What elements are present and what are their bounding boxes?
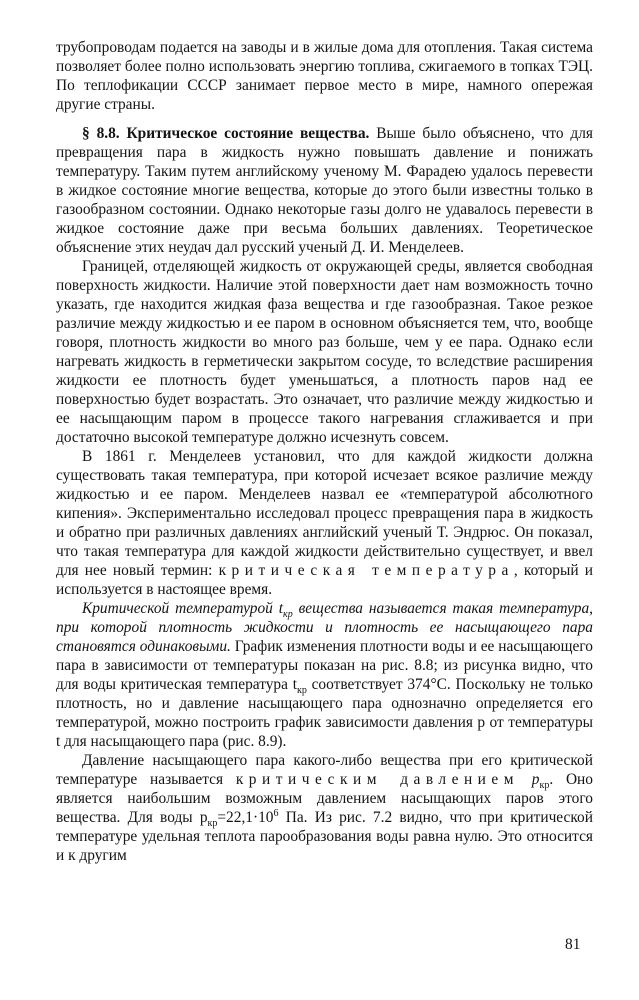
symbol-p: p	[519, 771, 540, 788]
paragraph-3: Границей, отделяющей жидкость от окружающей среды, является свободная поверхность жидкости. Наличие этой поверхности дает нам возможность точно указать, где находится жидкая фаза вещества и где газообразная. Такое резкое различие между жидкостью и ее паром в основном объясняется тем, что, вообще говоря, плотность жидкости во много раз больше, чем у ее пара. Однако если нагревать жидкость в герметически закрытом сосуде, то вследствие расширения жидкости ее плотность будет уменьшаться, а плотность паров над ее поверхностью будет возрастать. Это означает, что различие между жидкостью и ее насыщающим паром в процессе такого нагревания сглаживается и при достаточно высокой температуре должно исчезнуть совсем.	[56, 258, 593, 446]
paragraph-6-text-d: Па. Из рис. 7.2 видно, что при критической температуре удельная теплота парообразования воды равна нулю. Это относится и к другим	[56, 809, 593, 864]
page-body	[56, 38, 593, 865]
paragraph-4-tail: , который и используется в настоящее время.	[56, 562, 593, 598]
definition-italic-b: вещества называется такая температура, при которой плотность жидкости и плотность ее насыщающего пара становятся одинаковыми.	[56, 600, 593, 655]
paragraph-4-text: В 1861 г. Менделеев установил, что для каждой жидкости должна существовать такая температура, при которой исчезает всякое различие между жидкостью и ее паром. Менделеев назвал ее «температурой абсолютного кипения». Экспериментально исследовал процесс превращения пара в жидкость и обратно при различных давлениях английский ученый Т. Эндрюс. Он показал, что такая температура для каждой жидкости действительно существует, и ввел для нее новый термин:	[56, 448, 593, 579]
paragraph-6-text-b: . Оно является наибольшим возможным давлением насыщающих паров этого вещества. Для воды p	[56, 771, 593, 826]
term-critical-pressure: критическим давлением	[235, 771, 519, 788]
paragraph-1: трубопроводам подается на заводы и в жилые дома для отопления. Такая система позволяет более полно использовать энергию топлива, сжигаемого в топках ТЭЦ. По теплофикации СССР занимает первое место в мире, намного опережая другие страны.	[56, 39, 593, 113]
subscript-kr-1: кр	[539, 780, 550, 792]
page-number: 81	[565, 936, 581, 953]
paragraph-5-subscript: кр	[297, 685, 307, 697]
subscript-kr-2: кр	[207, 818, 218, 830]
paragraph-6	[56, 751, 593, 865]
paragraph-6-text-a: Давление насыщающего пара какого-либо вещества при его критической температуре называется	[56, 752, 593, 788]
section-intro-text: Выше было объяснено, что для превращения пара в жидкость нужно повышать давление и понижать температуру. Таким путем английскому ученому М. Фарадею удалось перевести в жидкое состояние многие вещества, которые до этого были известны только в газообразном состоянии. Однако некоторые газы долго не удавалось перевести в жидкое состояние даже при весьма больших давлениях. Теоретическое объяснение этих неудач дал русский ученый Д. И. Менделеев.	[56, 125, 593, 256]
section-heading: § 8.8. Критическое состояние вещества.	[82, 125, 370, 142]
paragraph-5-text-a: График изменения плотности воды и ее насыщающего пара в зависимости от температуры показан на рис. 8.8; из рисунка видно, что для воды критическая температура t	[56, 638, 593, 693]
definition-subscript: кр	[283, 609, 293, 621]
paragraph-section-8-8	[56, 124, 593, 257]
paragraph-4	[56, 447, 593, 599]
paragraph-6-text-c: =22,1·10	[217, 809, 274, 826]
paragraph-5	[56, 599, 593, 751]
definition-italic-a: Критической температурой t	[82, 600, 284, 617]
superscript-6: 6	[273, 807, 279, 819]
paragraph-5-text-b: соответствует 374°C. Поскольку не только плотность, но и давление насыщающего пара однозначно определяется его температурой, можно построить график зависимости давления p от температуры t для насыщающего пара (рис. 8.9).	[56, 676, 593, 750]
term-critical-temperature: критическая температура	[218, 562, 514, 579]
